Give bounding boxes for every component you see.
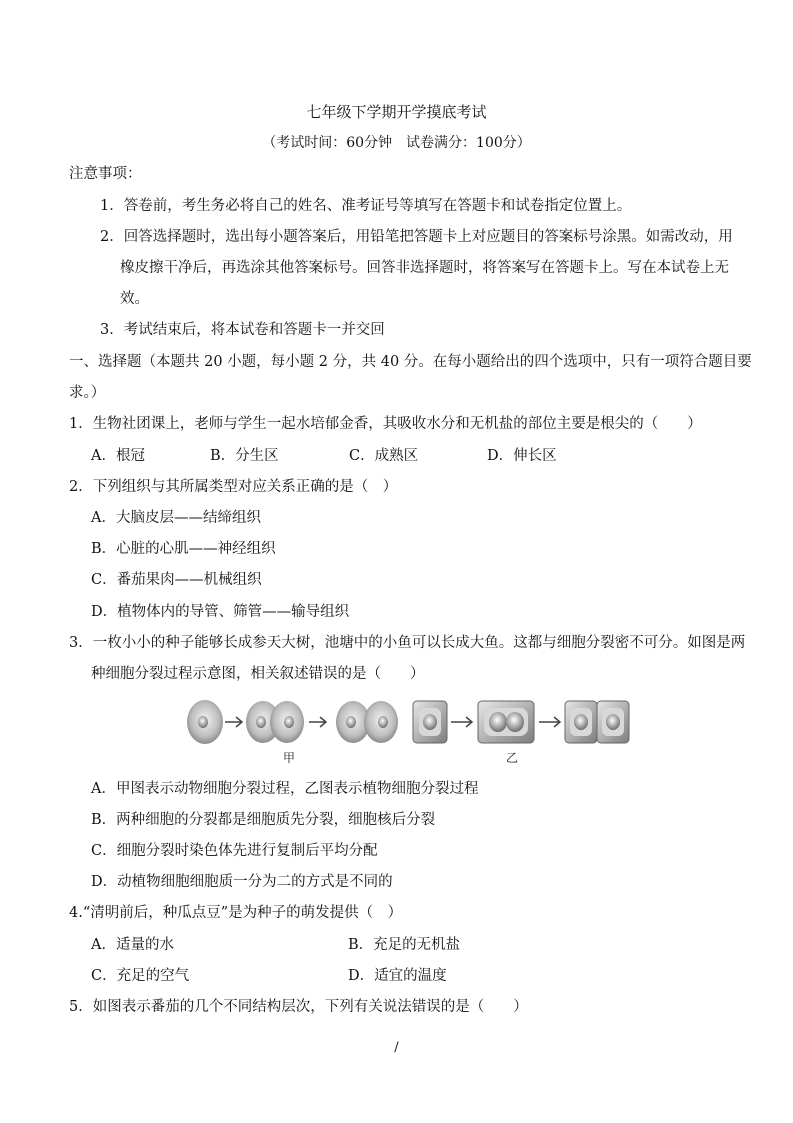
note-3: 3．考试结束后，将本试卷和答题卡一并交回 <box>100 322 385 338</box>
q3-stem-line-2: 种细胞分裂过程示意图，相关叙述错误的是（ ） <box>91 666 425 682</box>
figure-label-jia: 甲 <box>282 751 296 765</box>
q4-option-c: C．充足的空气 <box>91 968 190 984</box>
q4-option-b: B．充足的无机盐 <box>348 937 461 953</box>
section-1-heading-line-2: 求。） <box>69 385 106 401</box>
q2-option-d: D．植物体内的导管、筛管——输导组织 <box>91 604 350 620</box>
q4-stem: 4.“清明前后，种瓜点豆”是为种子的萌发提供（ ） <box>69 905 403 921</box>
notes-heading: 注意事项： <box>69 166 142 182</box>
q5-stem: 5．如图表示番茄的几个不同结构层次，下列有关说法错误的是（ ） <box>69 999 528 1015</box>
section-1-heading-line-1: 一、选择题（本题共 20 小题，每小题 2 分，共 40 分。在每小题给出的四个选项中，只有一项符合题目要 <box>69 354 752 370</box>
arrow-right-icon <box>451 717 472 727</box>
q3-option-b: B．两种细胞的分裂都是细胞质先分裂，细胞核后分裂 <box>91 812 436 828</box>
q2-option-b: B．心脏的心肌——神经组织 <box>91 541 276 557</box>
q2-stem: 2．下列组织与其所属类型对应关系正确的是（ ） <box>69 479 398 495</box>
animal-cell-stage-1 <box>187 700 223 744</box>
arrow-right-icon <box>539 717 560 727</box>
figure-label-yi: 乙 <box>505 751 519 765</box>
q3-stem-line-1: 3．一枚小小的种子能够长成参天大树，池塘中的小鱼可以长成大鱼。这都与细胞分裂密不可分。如图是两 <box>69 635 746 651</box>
note-1: 1．答卷前，考生务必将自己的姓名、准考证号等填写在答题卡和试卷指定位置上。 <box>100 198 632 214</box>
q1-option-b: B．分生区 <box>210 448 279 464</box>
q1-option-c: C．成熟区 <box>349 448 419 464</box>
q3-option-d: D．动植物细胞细胞质一分为二的方式是不同的 <box>91 874 393 890</box>
exam-subtitle: （考试时间：60分钟 试卷满分：100分） <box>262 135 531 151</box>
q1-option-a: A．根冠 <box>91 448 145 464</box>
q2-option-a: A．大脑皮层——结缔组织 <box>91 510 261 526</box>
note-2-line-3: 效。 <box>120 291 149 307</box>
q4-option-d: D．适宜的温度 <box>348 968 447 984</box>
exam-title: 七年级下学期开学摸底考试 <box>306 103 487 121</box>
arrow-right-icon <box>225 717 242 727</box>
q1-stem: 1．生物社团课上，老师与学生一起水培郁金香，其吸收水分和无机盐的部位主要是根尖的（ ） <box>69 416 702 432</box>
animal-cell-stage-3 <box>336 701 398 743</box>
animal-cell-stage-2 <box>246 701 304 743</box>
q3-option-c: C．细胞分裂时染色体先进行复制后平均分配 <box>91 843 378 859</box>
note-2-line-1: 2．回答选择题时，选出每小题答案后，用铅笔把答题卡上对应题目的答案标号涂黑。如需改动，用 <box>100 229 733 245</box>
q2-option-c: C．番茄果肉——机械组织 <box>91 572 262 588</box>
q4-option-a: A．适量的水 <box>91 937 174 953</box>
q1-option-d: D．伸长区 <box>487 448 557 464</box>
arrow-right-icon <box>309 717 326 727</box>
plant-cell-stage-1 <box>413 701 447 743</box>
q3-option-a: A．甲图表示动物细胞分裂过程，乙图表示植物细胞分裂过程 <box>91 781 479 797</box>
plant-cell-stage-2 <box>478 701 534 743</box>
note-2-line-2: 橡皮擦干净后，再选涂其他答案标号。回答非选择题时，将答案写在答题卡上。写在本试卷上无 <box>120 260 729 276</box>
plant-cell-stage-3 <box>565 701 629 743</box>
cell-division-figure <box>185 698 635 768</box>
page-footer: / <box>394 1040 399 1055</box>
